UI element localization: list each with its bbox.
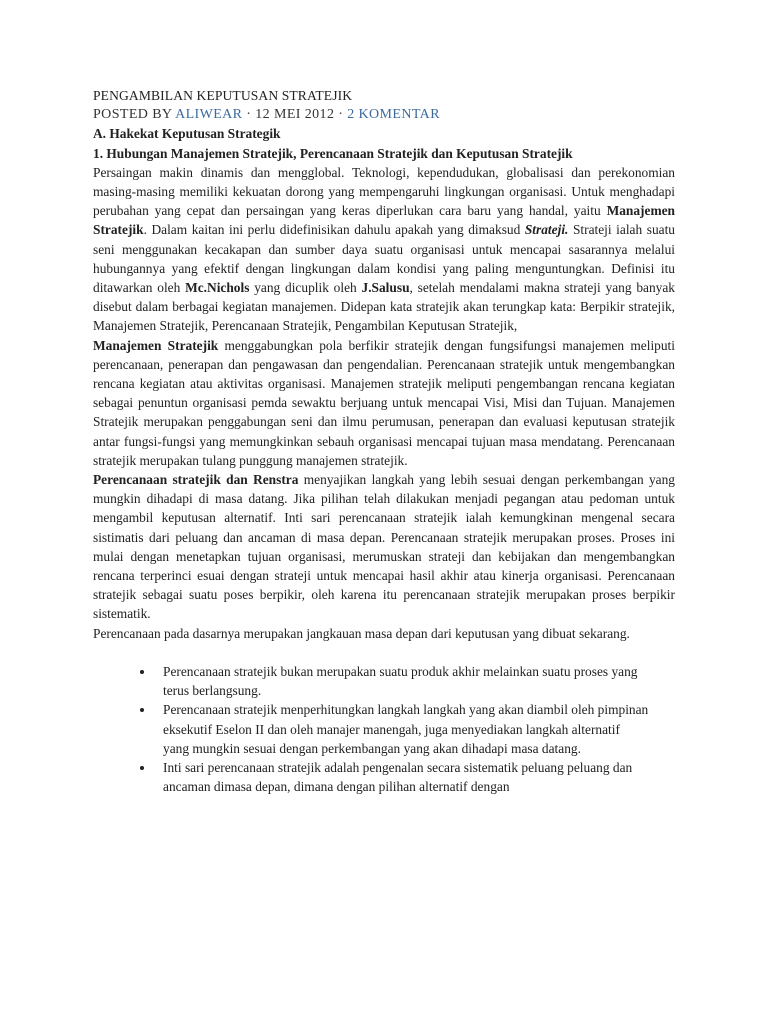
- post-meta: [93, 105, 675, 124]
- list-item: [93, 758, 649, 796]
- author-link[interactable]: ALIWEAR: [175, 107, 243, 123]
- bold-italic-term: Strateji.: [524, 222, 569, 238]
- text-run: Persaingan makin dinamis dan mengglobal. Teknologi, kependudukan, globalisasi dan perekonomian masing-masing memiliki kekuatan dorong yang mempengaruhi lingkungan organisasi. Untuk menghadapi perubahan yang cepat dan persaingan yang keras diperlukan cara baru yang handal, yaitu: [93, 164, 675, 219]
- bullet-icon: [140, 708, 144, 712]
- bullet-icon: [140, 766, 144, 770]
- bold-term: Perencanaan stratejik dan Renstra: [93, 472, 299, 488]
- article: [93, 86, 675, 796]
- bold-term: Manajemen Stratejik: [93, 203, 675, 238]
- comments-link[interactable]: 2 KOMENTAR: [347, 107, 440, 123]
- post-date: 12 MEI 2012: [255, 107, 335, 123]
- list-item-text: Perencanaan stratejik bukan merupakan suatu produk akhir melainkan suatu proses yang terus berlangsung.: [163, 663, 638, 699]
- list-item-text: Perencanaan stratejik menperhitungkan langkah langkah yang akan diambil oleh pimpinan eksekutif Eselon II dan oleh manajer manengah, juga menyediakan langkah alternatif yang mungkin sesuai dengan perkembangan yang akan dihadapi masa datang.: [163, 702, 649, 756]
- bullet-list: [93, 662, 675, 796]
- paragraph-3: [93, 470, 675, 624]
- section-heading-a: A. Hakekat Keputusan Strategik: [93, 126, 281, 142]
- paragraph-2: [93, 336, 675, 470]
- text-run: . Dalam kaitan ini perlu didefinisikan dahulu apakah yang dimaksud: [143, 222, 525, 238]
- bold-term: J.Salusu: [361, 280, 410, 296]
- paragraph-1: [93, 163, 675, 336]
- list-item-text: Inti sari perencanaan stratejik adalah pengenalan secara sistematik peluang peluang dan ancaman dimasa depan, dimana dengan pilihan alternatif dengan: [163, 759, 633, 795]
- text-run: yang dicuplik oleh: [249, 280, 362, 296]
- text-run: Strateji ialah suatu seni menggunakan kecakapan dan sumber daya suatu organisasi untuk mencapai sasarannya melalui hubungannya yang efektif dengan lingkungan dalam kondisi yang paling menguntungkan. Definisi itu ditawarkan oleh: [93, 222, 675, 296]
- list-item: [93, 700, 649, 758]
- list-item: [93, 662, 649, 700]
- text-run: menggabungkan pola berfikir stratejik dengan fungsifungsi manajemen meliputi perencanaan, penerapan dan pengawasan dan pengendalian. Perencanaan stratejik untuk mengembangkan rencana kegiatan atau aktivitas organisasi. Manajemen stratejik meliputi pengembangan rencana kegiatan sebagai penuntun organisasi pemda sewaktu berjuang untuk mencapai Visi, Misi dan Tujuan. Manajemen Stratejik merupakan penggabungan seni dan ilmu perumusan, penerapan dan evaluasi keputusan stratejik antar fungsi-fungsi yang memungkinkan sebauh organisasi mencapai tujuan masa mendatang. Perencanaan stratejik merupakan tulang punggung manajemen stratejik.: [93, 337, 675, 468]
- paragraph-4: Perencanaan pada dasarnya merupakan jangkauan masa depan dari keputusan yang dibuat sekarang.: [93, 625, 630, 641]
- posted-by-label: POSTED BY: [93, 107, 176, 123]
- text-run: menyajikan langkah yang lebih sesuai dengan perkembangan yang mungkin dihadapi di masa datang. Jika pilihan telah dilakukan menjadi pegangan atau pedoman untuk mengambil keputusan alternatif. Inti sari perencanaan stratejik ialah kemungkinan mengenal secara sistimatis dari peluang dan ancaman di masa depan. Perencanaan stratejik merupakan proses. Proses ini mulai dengan menetapkan tujuan organisasi, merumuskan strateji dan kebijakan dan mengembangkan rencana terperinci esuai dengan strateji untuk mencapai hasil akhir atau kinerja organisasi. Perencanaan stratejik sebagai suatu poses berpikir, oleh karena itu perencanaan stratejik merupakan proses berpikir sistematik.: [93, 472, 675, 622]
- bullet-icon: [140, 670, 144, 674]
- section-heading-1: 1. Hubungan Manajemen Stratejik, Perencanaan Stratejik dan Keputusan Stratejik: [93, 145, 573, 161]
- meta-separator: ·: [242, 107, 256, 123]
- text-run: , setelah mendalami makna strateji yang banyak disebut dalam berbagai kegiatan manajemen. Didepan kata stratejik akan terungkap kata: Berpikir stratejik, Manajemen Stratejik, Perencanaan Stratejik, Pengambilan Keputusan Stratejik,: [93, 280, 675, 334]
- bold-term: Mc.Nichols: [185, 280, 250, 296]
- page-title: PENGAMBILAN KEPUTUSAN STRATEJIK: [93, 88, 353, 103]
- meta-separator: ·: [334, 107, 348, 123]
- bold-term: Manajemen Stratejik: [93, 337, 219, 353]
